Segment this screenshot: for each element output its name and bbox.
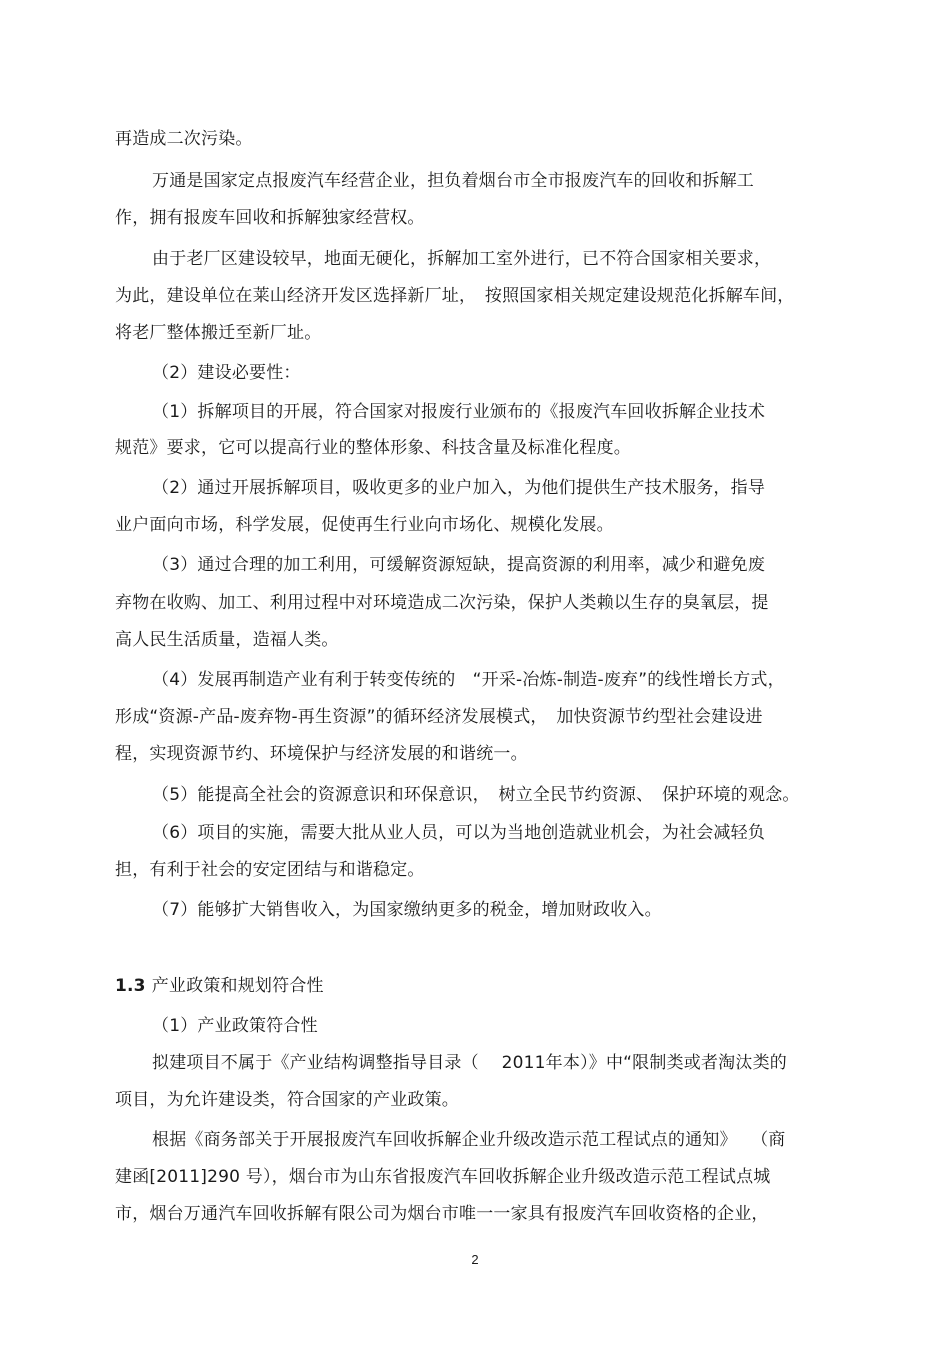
text-line: 市，烟台万通汽车回收拆解有限公司为烟台市唯一一家具有报废汽车回收资格的企业， (115, 1204, 769, 1224)
section-title: 产业政策和规划符合性 (151, 976, 324, 996)
text-line: （6）项目的实施，需要大批从业人员，可以为当地创造就业机会，为社会减轻负 (152, 823, 766, 843)
text-line: 程，实现资源节约、环境保护与经济发展的和谐统一。 (115, 744, 528, 764)
text-line: 拟建项目不属于《产业结构调整指导目录（ 2011年本）》中“限制类或者淘汰类的 (152, 1053, 787, 1073)
text-line: 作，拥有报废车回收和拆解独家经营权。 (115, 208, 425, 228)
text-line: 担，有利于社会的安定团结与和谐稳定。 (115, 860, 425, 880)
section-heading (115, 975, 324, 997)
section-number: 1.3 (115, 976, 146, 996)
text-line: 为此，建设单位在莱山经济开发区选择新厂址， 按照国家相关规定建设规范化拆解车间， (115, 286, 795, 306)
text-line: （1）产业政策符合性 (152, 1016, 318, 1036)
text-line: 建函[2011]290 号），烟台市为山东省报废汽车回收拆解企业升级改造示范工程试点城 (115, 1167, 771, 1187)
text-line: （3）通过合理的加工利用，可缓解资源短缺，提高资源的利用率，减少和避免废 (152, 555, 766, 575)
text-line: 项目，为允许建设类，符合国家的产业政策。 (115, 1090, 459, 1110)
text-line: （7）能够扩大销售收入，为国家缴纳更多的税金，增加财政收入。 (152, 900, 662, 920)
text-line: 万通是国家定点报废汽车经营企业，担负着烟台市全市报废汽车的回收和拆解工 (152, 171, 754, 191)
text-line: 业户面向市场，科学发展，促使再生行业向市场化、规模化发展。 (115, 515, 614, 535)
text-line: （4）发展再制造产业有利于转变传统的 “开采-冶炼-制造-废弃”的线性增长方式， (152, 670, 785, 690)
text-line: 形成“资源-产品-废弃物-再生资源”的循环经济发展模式， 加快资源节约型社会建设进 (115, 707, 763, 727)
text-line: 弃物在收购、加工、利用过程中对环境造成二次污染，保护人类赖以生存的臭氧层，提 (115, 593, 769, 613)
text-line: （1）拆解项目的开展，符合国家对报废行业颁布的《报废汽车回收拆解企业技术 (152, 402, 766, 422)
text-line: （2）建设必要性： (152, 363, 301, 383)
text-line: 高人民生活质量，造福人类。 (115, 630, 339, 650)
text-line: （2）通过开展拆解项目，吸收更多的业户加入，为他们提供生产技术服务，指导 (152, 478, 766, 498)
page-number: 2 (471, 1252, 479, 1267)
text-line: 将老厂整体搬迁至新厂址。 (115, 323, 322, 343)
text-line: （5）能提高全社会的资源意识和环保意识， 树立全民节约资源、 保护环境的观念。 (152, 785, 800, 805)
text-line: 根据《商务部关于开展报废汽车回收拆解企业升级改造示范工程试点的通知》 （商 (152, 1130, 786, 1150)
text-line: 规范》要求，它可以提高行业的整体形象、科技含量及标准化程度。 (115, 438, 631, 458)
text-line: 再造成二次污染。 (115, 129, 253, 149)
text-line: 由于老厂区建设较早，地面无硬化，拆解加工室外进行，已不符合国家相关要求， (152, 249, 772, 269)
